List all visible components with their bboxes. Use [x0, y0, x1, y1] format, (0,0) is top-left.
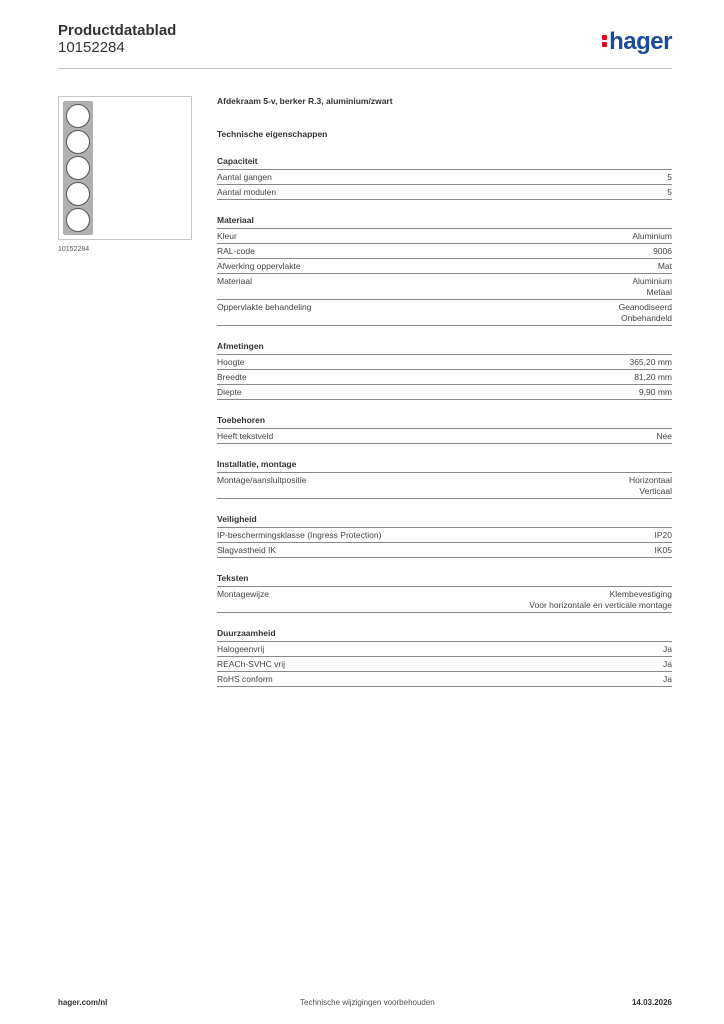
- spec-value: [381, 530, 672, 541]
- page-footer: [58, 998, 672, 1010]
- spec-group: [217, 414, 672, 444]
- spec-group-title: Installatie, montage: [217, 458, 672, 473]
- document-number: 10152284: [58, 39, 125, 56]
- spec-row: [217, 657, 672, 672]
- spec-label: Montagewijze: [217, 589, 269, 599]
- spec-row: [217, 244, 672, 259]
- spec-label: Montage/aansluitpositie: [217, 475, 307, 485]
- product-name: Afdekraam 5-v, berker R.3, aluminium/zwart: [217, 96, 393, 106]
- spec-value: [237, 231, 672, 242]
- spec-row: [217, 229, 672, 244]
- spec-value-line: Geanodiseerd: [618, 302, 672, 312]
- spec-label: Aantal modulen: [217, 187, 277, 197]
- socket-opening-icon: [66, 104, 90, 128]
- spec-value: [273, 674, 672, 685]
- spec-value-line: 9006: [653, 246, 672, 256]
- socket-opening-icon: [66, 208, 90, 232]
- product-image-caption: 10152284: [58, 246, 90, 253]
- spec-value: [276, 545, 672, 556]
- spec-row: [217, 473, 672, 499]
- section-heading: Technische eigenschappen: [217, 129, 328, 139]
- footer-date: 14.03.2026: [631, 998, 672, 1007]
- socket-opening-icon: [66, 156, 90, 180]
- spec-label: Slagvastheid IK: [217, 545, 277, 555]
- spec-groups: [217, 155, 672, 687]
- spec-label: Aantal gangen: [217, 172, 272, 182]
- spec-value-line: 81,20 mm: [634, 372, 672, 382]
- spec-row: [217, 300, 672, 326]
- spec-group: [217, 627, 672, 687]
- spec-value-line: Aluminium: [632, 231, 672, 241]
- spec-group-title: Afmetingen: [217, 340, 672, 355]
- spec-row: [217, 672, 672, 687]
- logo-dots-icon: [602, 33, 607, 49]
- spec-label: RoHS conform: [217, 674, 273, 684]
- spec-value-line: Klembevestiging: [609, 589, 672, 599]
- spec-value: [306, 475, 672, 497]
- spec-label: RAL-code: [217, 246, 255, 256]
- spec-label: Heeft tekstveld: [217, 431, 274, 441]
- spec-label: Oppervlakte behandeling: [217, 302, 312, 312]
- spec-value-line: IK05: [654, 545, 672, 555]
- logo-text: hager: [609, 28, 672, 55]
- spec-group: [217, 340, 672, 400]
- spec-value-line: 9,90 mm: [638, 387, 672, 397]
- spec-label: Afwerking oppervlakte: [217, 261, 301, 271]
- socket-opening-icon: [66, 182, 90, 206]
- spec-row: [217, 528, 672, 543]
- spec-group-title: Duurzaamheid: [217, 627, 672, 642]
- spec-value: [244, 357, 672, 368]
- spec-value-line: IP20: [654, 530, 672, 540]
- spec-value-line: Voor horizontale en verticale montage: [529, 600, 672, 610]
- footer-website: hager.com/nl: [58, 998, 108, 1007]
- spec-content: [217, 96, 672, 687]
- spec-label: Breedte: [217, 372, 247, 382]
- spec-value-line: Ja: [663, 644, 672, 654]
- header-divider: [58, 68, 672, 69]
- spec-group: [217, 572, 672, 613]
- spec-row: [217, 587, 672, 613]
- spec-row: [217, 185, 672, 200]
- spec-row: [217, 355, 672, 370]
- spec-value-line: 365,20 mm: [629, 357, 672, 367]
- spec-value-line: Nee: [656, 431, 672, 441]
- footer-disclaimer: Technische wijzigingen voorbehouden: [300, 998, 435, 1007]
- spec-row: [217, 370, 672, 385]
- spec-value: [247, 372, 672, 383]
- spec-label: Kleur: [217, 231, 237, 241]
- spec-value-line: Onbehandeld: [620, 313, 672, 323]
- spec-row: [217, 259, 672, 274]
- spec-group: [217, 155, 672, 200]
- spec-row: [217, 274, 672, 300]
- spec-group-title: Veiligheid: [217, 513, 672, 528]
- spec-value-line: Aluminium: [632, 276, 672, 286]
- spec-value-line: 5: [667, 172, 672, 182]
- spec-value-line: Horizontaal: [629, 475, 672, 485]
- spec-group-title: Toebehoren: [217, 414, 672, 429]
- spec-value-line: Metaal: [646, 287, 672, 297]
- spec-value: [255, 246, 672, 257]
- spec-value: [312, 302, 672, 324]
- spec-value: [285, 659, 672, 670]
- spec-value: [273, 431, 672, 442]
- spec-value: [242, 387, 672, 398]
- spec-group: [217, 214, 672, 326]
- spec-group-title: Capaciteit: [217, 155, 672, 170]
- spec-value: [276, 187, 672, 198]
- spec-row: [217, 385, 672, 400]
- spec-value-line: Ja: [663, 674, 672, 684]
- product-image: [58, 96, 192, 240]
- hager-logo: [602, 28, 672, 56]
- spec-label: REACh-SVHC vrij: [217, 659, 286, 669]
- spec-label: Halogeenvrij: [217, 644, 265, 654]
- spec-row: [217, 170, 672, 185]
- spec-row: [217, 429, 672, 444]
- spec-label: IP-beschermingsklasse (Ingress Protection): [217, 530, 382, 540]
- spec-label: Hoogte: [217, 357, 245, 367]
- spec-group-title: Teksten: [217, 572, 672, 587]
- spec-label: Materiaal: [217, 276, 252, 286]
- spec-group-title: Materiaal: [217, 214, 672, 229]
- spec-group: [217, 458, 672, 499]
- spec-value: [252, 276, 672, 298]
- spec-value-line: Verticaal: [639, 486, 672, 496]
- spec-row: [217, 543, 672, 558]
- spec-value: [269, 589, 672, 611]
- spec-group: [217, 513, 672, 558]
- page-header: [58, 22, 672, 68]
- socket-opening-icon: [66, 130, 90, 154]
- spec-value-line: Ja: [663, 659, 672, 669]
- spec-value: [301, 261, 672, 272]
- document-title: Productdatablad: [58, 22, 177, 39]
- spec-value-line: Mat: [657, 261, 672, 271]
- spec-label: Diepte: [217, 387, 242, 397]
- spec-row: [217, 642, 672, 657]
- spec-value: [272, 172, 672, 183]
- spec-value: [264, 644, 672, 655]
- cover-frame-icon: [63, 101, 93, 235]
- spec-value-line: 5: [667, 187, 672, 197]
